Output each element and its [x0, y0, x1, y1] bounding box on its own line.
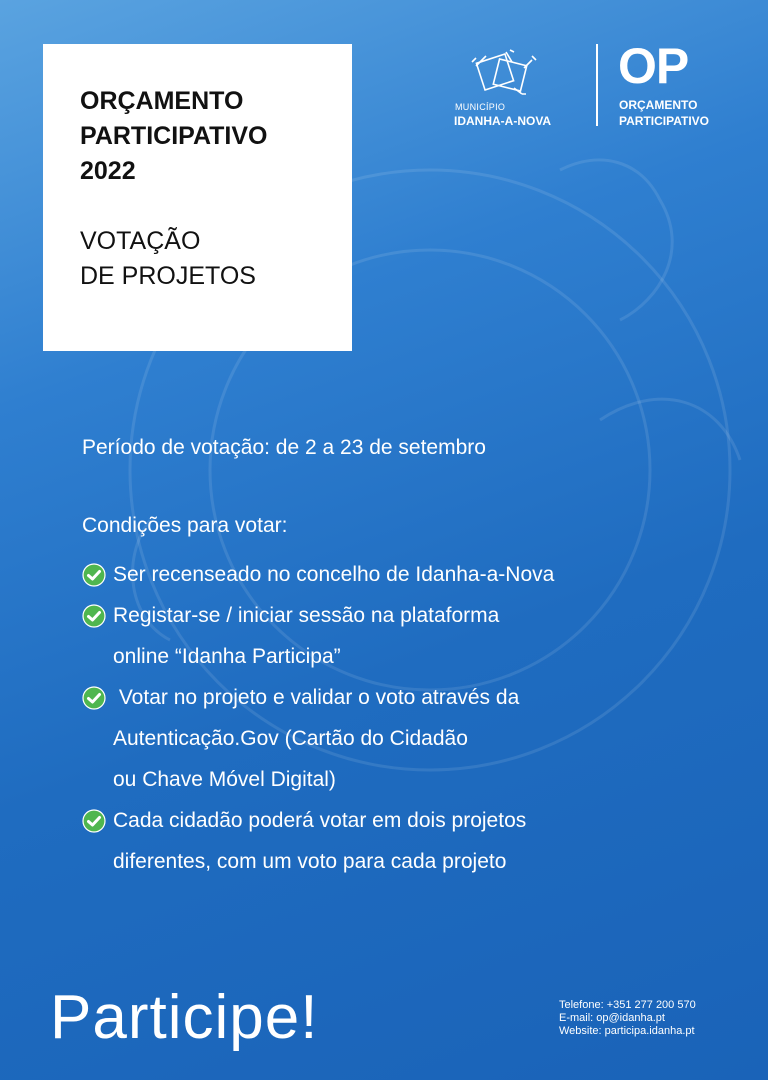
contact-website: Website: participa.idanha.pt [559, 1025, 695, 1037]
title-card [43, 44, 352, 351]
condition-text: Cada cidadão poderá votar em dois projetos [113, 809, 527, 832]
subtitle-line: DE PROJETOS [80, 262, 256, 290]
condition-text: Registar-se / iniciar sessão na plataforma [113, 604, 500, 627]
list-item [82, 677, 554, 800]
op-line: ORÇAMENTO [619, 98, 698, 112]
check-circle-icon [82, 809, 106, 833]
page-subtitle [80, 224, 352, 294]
check-circle-icon [82, 686, 106, 710]
conditions-heading: Condições para votar: [82, 514, 288, 537]
op-mark: OP [618, 38, 689, 94]
list-item [82, 595, 554, 677]
municipality-name: IDANHA-A-NOVA [454, 114, 552, 128]
title-line: ORÇAMENTO [80, 87, 244, 115]
condition-text: ou Chave Móvel Digital) [113, 768, 336, 791]
list-item [82, 554, 554, 595]
title-line: 2022 [80, 157, 136, 185]
municipality-label: MUNICÍPIO [455, 102, 506, 112]
condition-text: Votar no projeto e validar o voto através da [113, 686, 520, 709]
check-circle-icon [82, 604, 106, 628]
op-line: PARTICIPATIVO [619, 114, 709, 128]
contact-phone: Telefone: +351 277 200 570 [559, 999, 696, 1011]
condition-text: online “Idanha Participa” [113, 645, 341, 668]
call-to-action: Participe! [50, 983, 319, 1052]
content [82, 432, 722, 873]
contact-email: E-mail: op@idanha.pt [559, 1012, 665, 1024]
conditions-list [82, 554, 554, 882]
condition-text: diferentes, com um voto para cada projeto [113, 850, 507, 873]
voting-period: Período de votação: de 2 a 23 de setembro [82, 436, 486, 459]
check-circle-icon [82, 563, 106, 587]
op-logo [618, 38, 748, 130]
contact-info [559, 999, 696, 1038]
municipality-logo [454, 48, 574, 130]
page-title [80, 84, 352, 189]
title-line: PARTICIPATIVO [80, 122, 268, 150]
subtitle-line: VOTAÇÃO [80, 227, 201, 255]
condition-text: Ser recenseado no concelho de Idanha-a-Nova [113, 563, 555, 586]
municipality-emblem-icon [466, 48, 546, 98]
logo-divider [596, 44, 598, 126]
condition-text: Autenticação.Gov (Cartão do Cidadão [113, 727, 468, 750]
list-item [82, 800, 554, 882]
